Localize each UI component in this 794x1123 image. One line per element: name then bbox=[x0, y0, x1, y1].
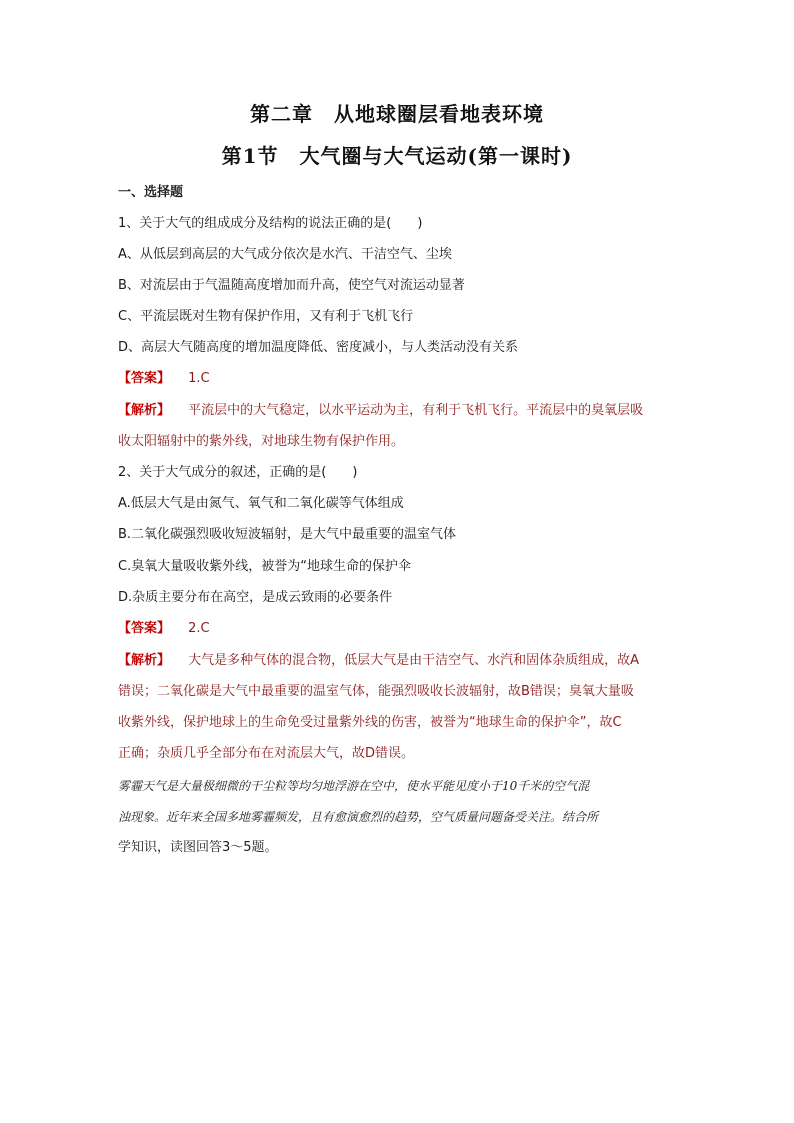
analysis-label: 【解析】 bbox=[118, 403, 171, 418]
question-1-analysis-line-1 bbox=[118, 402, 688, 420]
analysis-text: 平流层中的大气稳定，以水平运动为主，有利于飞机飞行。平流层中的臭氧层吸 bbox=[188, 403, 644, 418]
passage-line-1: 雾霾天气是大量极细微的干尘粒等均匀地浮游在空中，使水平能见度小于10千米的空气混 bbox=[118, 779, 590, 793]
question-1-option-c: C、平流层既对生物有保护作用，又有利于飞机飞行 bbox=[118, 309, 414, 324]
analysis-text: 大气是多种气体的混合物，低层大气是由干洁空气、水汽和固体杂质组成，故A bbox=[188, 653, 640, 668]
question-2-analysis-line-3: 收紫外线，保护地球上的生命免受过量紫外线的伤害，被誉为“地球生命的保护伞”，故C bbox=[118, 715, 622, 730]
chapter-title: 第二章 从地球圈层看地表环境 bbox=[250, 102, 544, 126]
question-2-option-c: C.臭氧大量吸收紫外线，被誉为“地球生命的保护伞 bbox=[118, 559, 411, 574]
section-title: 第1节 大气圈与大气运动(第一课时) bbox=[221, 144, 573, 168]
question-1-option-a: A、从低层到高层的大气成分依次是水汽、干洁空气、尘埃 bbox=[118, 247, 452, 262]
question-2-stem: 2、关于大气成分的叙述，正确的是( ) bbox=[118, 465, 358, 480]
question-2-analysis-line-2: 错误；二氧化碳是大气中最重要的温室气体，能强烈吸收长波辐射，故B错误；臭氧大量吸 bbox=[118, 684, 634, 699]
question-1-analysis-line-2: 收太阳辐射中的紫外线，对地球生物有保护作用。 bbox=[118, 434, 405, 449]
question-1-answer bbox=[118, 370, 688, 388]
question-1-option-b: B、对流层由于气温随高度增加而升高，使空气对流运动显著 bbox=[118, 278, 465, 293]
answer-value: 2.C bbox=[188, 621, 210, 636]
passage-line-2: 浊现象。近年来全国多地雾霾频发，且有愈演愈烈的趋势，空气质量问题备受关注。结合所 bbox=[118, 810, 599, 824]
question-1-stem: 1、关于大气的组成成分及结构的说法正确的是( ) bbox=[118, 216, 423, 231]
question-2-analysis-line-1 bbox=[118, 652, 688, 670]
answer-label: 【答案】 bbox=[118, 371, 171, 386]
question-2-option-b: B.二氧化碳强烈吸收短波辐射，是大气中最重要的温室气体 bbox=[118, 527, 457, 542]
analysis-label: 【解析】 bbox=[118, 653, 171, 668]
question-2-answer bbox=[118, 620, 688, 638]
question-2-analysis-line-4: 正确；杂质几乎全部分布在对流层大气，故D错误。 bbox=[118, 746, 415, 761]
section-heading: 一、选择题 bbox=[118, 185, 184, 200]
answer-label: 【答案】 bbox=[118, 621, 171, 636]
answer-value: 1.C bbox=[188, 371, 210, 386]
passage-line-3: 学知识，读图回答3～5题。 bbox=[118, 840, 278, 855]
question-2-option-d: D.杂质主要分布在高空，是成云致雨的必要条件 bbox=[118, 590, 393, 605]
question-1-option-d: D、高层大气随高度的增加温度降低、密度减小，与人类活动没有关系 bbox=[118, 340, 519, 355]
question-2-option-a: A.低层大气是由氮气、氧气和二氧化碳等气体组成 bbox=[118, 496, 404, 511]
